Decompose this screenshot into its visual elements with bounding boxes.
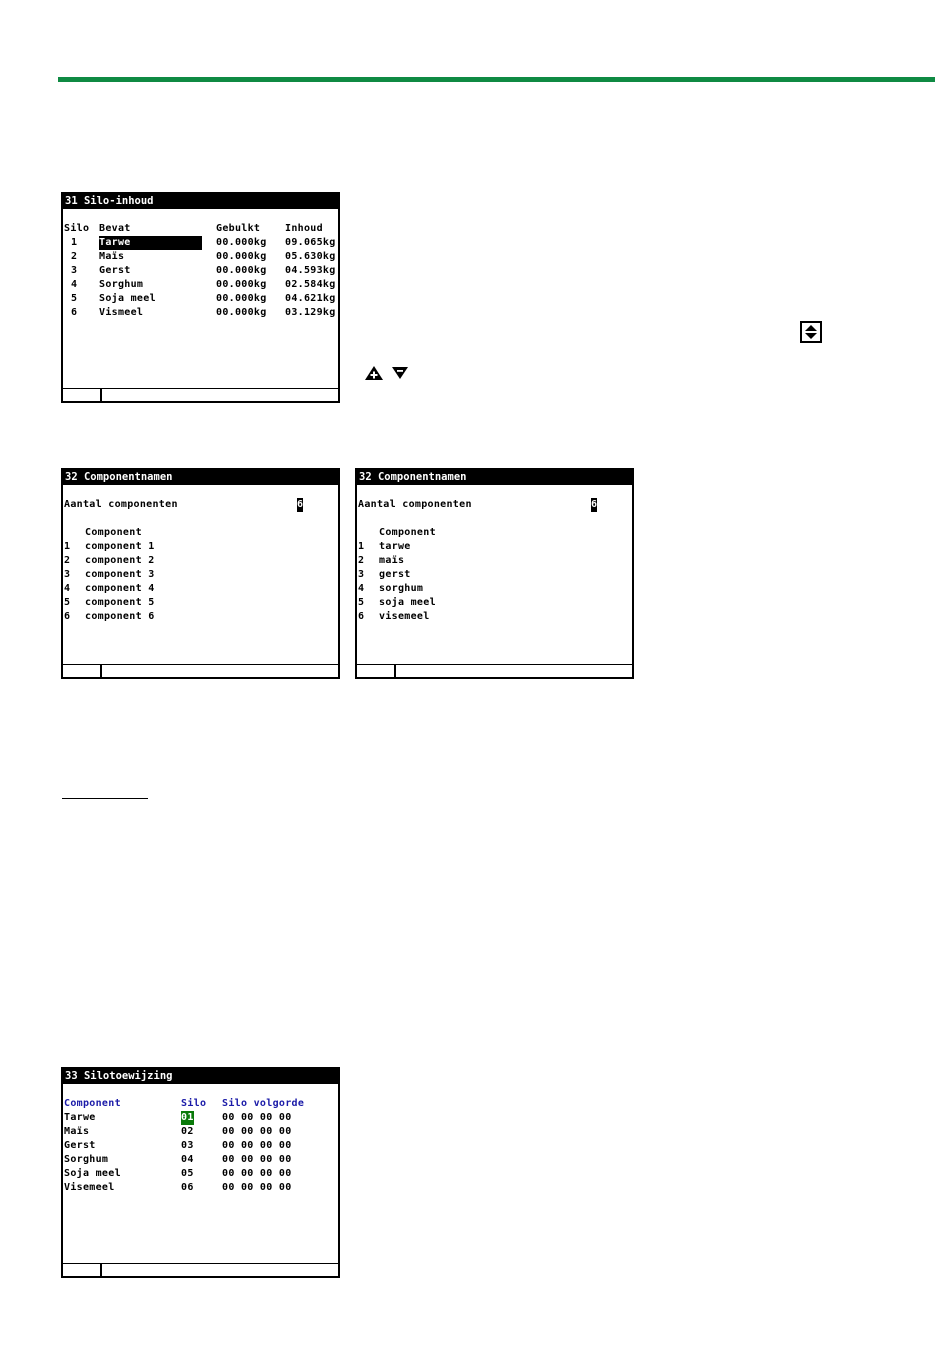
item-nr: 1 bbox=[358, 541, 365, 552]
up-down-scroll-key-icon bbox=[800, 321, 822, 343]
screen-title: 33 Silotoewijzing bbox=[63, 1069, 338, 1084]
header-component: Component bbox=[64, 1098, 121, 1109]
silo-nr: 1 bbox=[71, 237, 78, 248]
silo-field[interactable]: 06 bbox=[181, 1182, 194, 1193]
silo-field[interactable]: 02 bbox=[181, 1126, 194, 1137]
screen-componentnamen-edited bbox=[355, 468, 634, 679]
inhoud-value: 03.129kg bbox=[285, 307, 336, 318]
column-header: Component bbox=[85, 527, 142, 538]
bevat-field[interactable]: Sorghum bbox=[99, 279, 144, 290]
column-header: Component bbox=[379, 527, 436, 538]
component-name[interactable]: component 2 bbox=[85, 555, 155, 566]
inhoud-value: 05.630kg bbox=[285, 251, 336, 262]
bevat-field[interactable]: Maïs bbox=[99, 251, 125, 262]
inhoud-value: 02.584kg bbox=[285, 279, 336, 290]
component-name[interactable]: component 4 bbox=[85, 583, 155, 594]
silo-field[interactable]: 03 bbox=[181, 1140, 194, 1151]
screen-footer bbox=[63, 388, 338, 401]
component-name[interactable]: component 6 bbox=[85, 611, 155, 622]
component-name[interactable]: component 5 bbox=[85, 597, 155, 608]
bevat-field[interactable]: Soja meel bbox=[99, 293, 156, 304]
component-name: Maïs bbox=[64, 1126, 90, 1137]
component-name[interactable]: tarwe bbox=[379, 541, 411, 552]
header-silo: Silo bbox=[181, 1098, 207, 1109]
volgorde-field[interactable]: 00 00 00 00 bbox=[222, 1126, 292, 1137]
header-rule bbox=[58, 77, 935, 82]
count-label: Aantal componenten bbox=[358, 499, 472, 510]
bevat-field[interactable]: Vismeel bbox=[99, 307, 144, 318]
item-nr: 4 bbox=[64, 583, 71, 594]
gebruikt-value: 00.000kg bbox=[216, 279, 267, 290]
triangle-down-icon bbox=[391, 366, 409, 380]
header-silo: Silo bbox=[64, 223, 90, 234]
screen-silo-inhoud bbox=[61, 192, 340, 403]
component-name[interactable]: component 1 bbox=[85, 541, 155, 552]
screen-footer bbox=[357, 664, 632, 677]
item-nr: 2 bbox=[64, 555, 71, 566]
item-nr: 6 bbox=[64, 611, 71, 622]
silo-nr: 2 bbox=[71, 251, 78, 262]
count-field[interactable]: 6 bbox=[297, 499, 304, 510]
item-nr: 3 bbox=[64, 569, 71, 580]
header-gebruikt: Gebulkt bbox=[216, 223, 261, 234]
component-name[interactable]: component 3 bbox=[85, 569, 155, 580]
volgorde-field[interactable]: 00 00 00 00 bbox=[222, 1112, 292, 1123]
component-name: Sorghum bbox=[64, 1154, 109, 1165]
component-name[interactable]: maïs bbox=[379, 555, 405, 566]
component-name[interactable]: soja meel bbox=[379, 597, 436, 608]
bevat-field[interactable]: Gerst bbox=[99, 265, 131, 276]
gebruikt-value: 00.000kg bbox=[216, 237, 267, 248]
volgorde-field[interactable]: 00 00 00 00 bbox=[222, 1182, 292, 1193]
volgorde-field[interactable]: 00 00 00 00 bbox=[222, 1154, 292, 1165]
volgorde-field[interactable]: 00 00 00 00 bbox=[222, 1168, 292, 1179]
count-label: Aantal componenten bbox=[64, 499, 178, 510]
item-nr: 6 bbox=[358, 611, 365, 622]
item-nr: 5 bbox=[358, 597, 365, 608]
component-name: Tarwe bbox=[64, 1112, 96, 1123]
component-name[interactable]: gerst bbox=[379, 569, 411, 580]
screen-footer bbox=[63, 664, 338, 677]
silo-nr: 4 bbox=[71, 279, 78, 290]
screen-title: 31 Silo-inhoud bbox=[63, 194, 338, 209]
silo-field[interactable]: 05 bbox=[181, 1168, 194, 1179]
screen-silotoewijzing bbox=[61, 1067, 340, 1278]
silo-nr: 3 bbox=[71, 265, 78, 276]
silo-field[interactable]: 04 bbox=[181, 1154, 194, 1165]
item-nr: 1 bbox=[64, 541, 71, 552]
silo-nr: 6 bbox=[71, 307, 78, 318]
footer-divider bbox=[100, 665, 102, 677]
item-nr: 4 bbox=[358, 583, 365, 594]
footer-divider bbox=[394, 665, 396, 677]
component-name[interactable]: visemeel bbox=[379, 611, 430, 622]
triangle-up-plus-icon bbox=[364, 365, 384, 381]
screen-title: 32 Componentnamen bbox=[357, 470, 632, 485]
header-inhoud: Inhoud bbox=[285, 223, 323, 234]
component-name: Soja meel bbox=[64, 1168, 121, 1179]
inhoud-value: 04.593kg bbox=[285, 265, 336, 276]
component-name: Visemeel bbox=[64, 1182, 115, 1193]
bevat-field[interactable]: Tarwe bbox=[99, 236, 202, 250]
item-nr: 3 bbox=[358, 569, 365, 580]
count-field[interactable]: 6 bbox=[591, 499, 598, 510]
screen-componentnamen-default bbox=[61, 468, 340, 679]
footer-divider bbox=[100, 1264, 102, 1276]
component-name[interactable]: sorghum bbox=[379, 583, 424, 594]
component-name: Gerst bbox=[64, 1140, 96, 1151]
header-volgorde: Silo volgorde bbox=[222, 1098, 305, 1109]
screen-title: 32 Componentnamen bbox=[63, 470, 338, 485]
gebruikt-value: 00.000kg bbox=[216, 307, 267, 318]
gebruikt-value: 00.000kg bbox=[216, 265, 267, 276]
gebruikt-value: 00.000kg bbox=[216, 293, 267, 304]
footer-divider bbox=[100, 389, 102, 401]
volgorde-field[interactable]: 00 00 00 00 bbox=[222, 1140, 292, 1151]
silo-nr: 5 bbox=[71, 293, 78, 304]
item-nr: 5 bbox=[64, 597, 71, 608]
inhoud-value: 04.621kg bbox=[285, 293, 336, 304]
screen-footer bbox=[63, 1263, 338, 1276]
gebruikt-value: 00.000kg bbox=[216, 251, 267, 262]
section-underline bbox=[62, 798, 148, 799]
header-bevat: Bevat bbox=[99, 223, 131, 234]
silo-field[interactable]: 01 bbox=[181, 1112, 194, 1123]
item-nr: 2 bbox=[358, 555, 365, 566]
inhoud-value: 09.065kg bbox=[285, 237, 336, 248]
